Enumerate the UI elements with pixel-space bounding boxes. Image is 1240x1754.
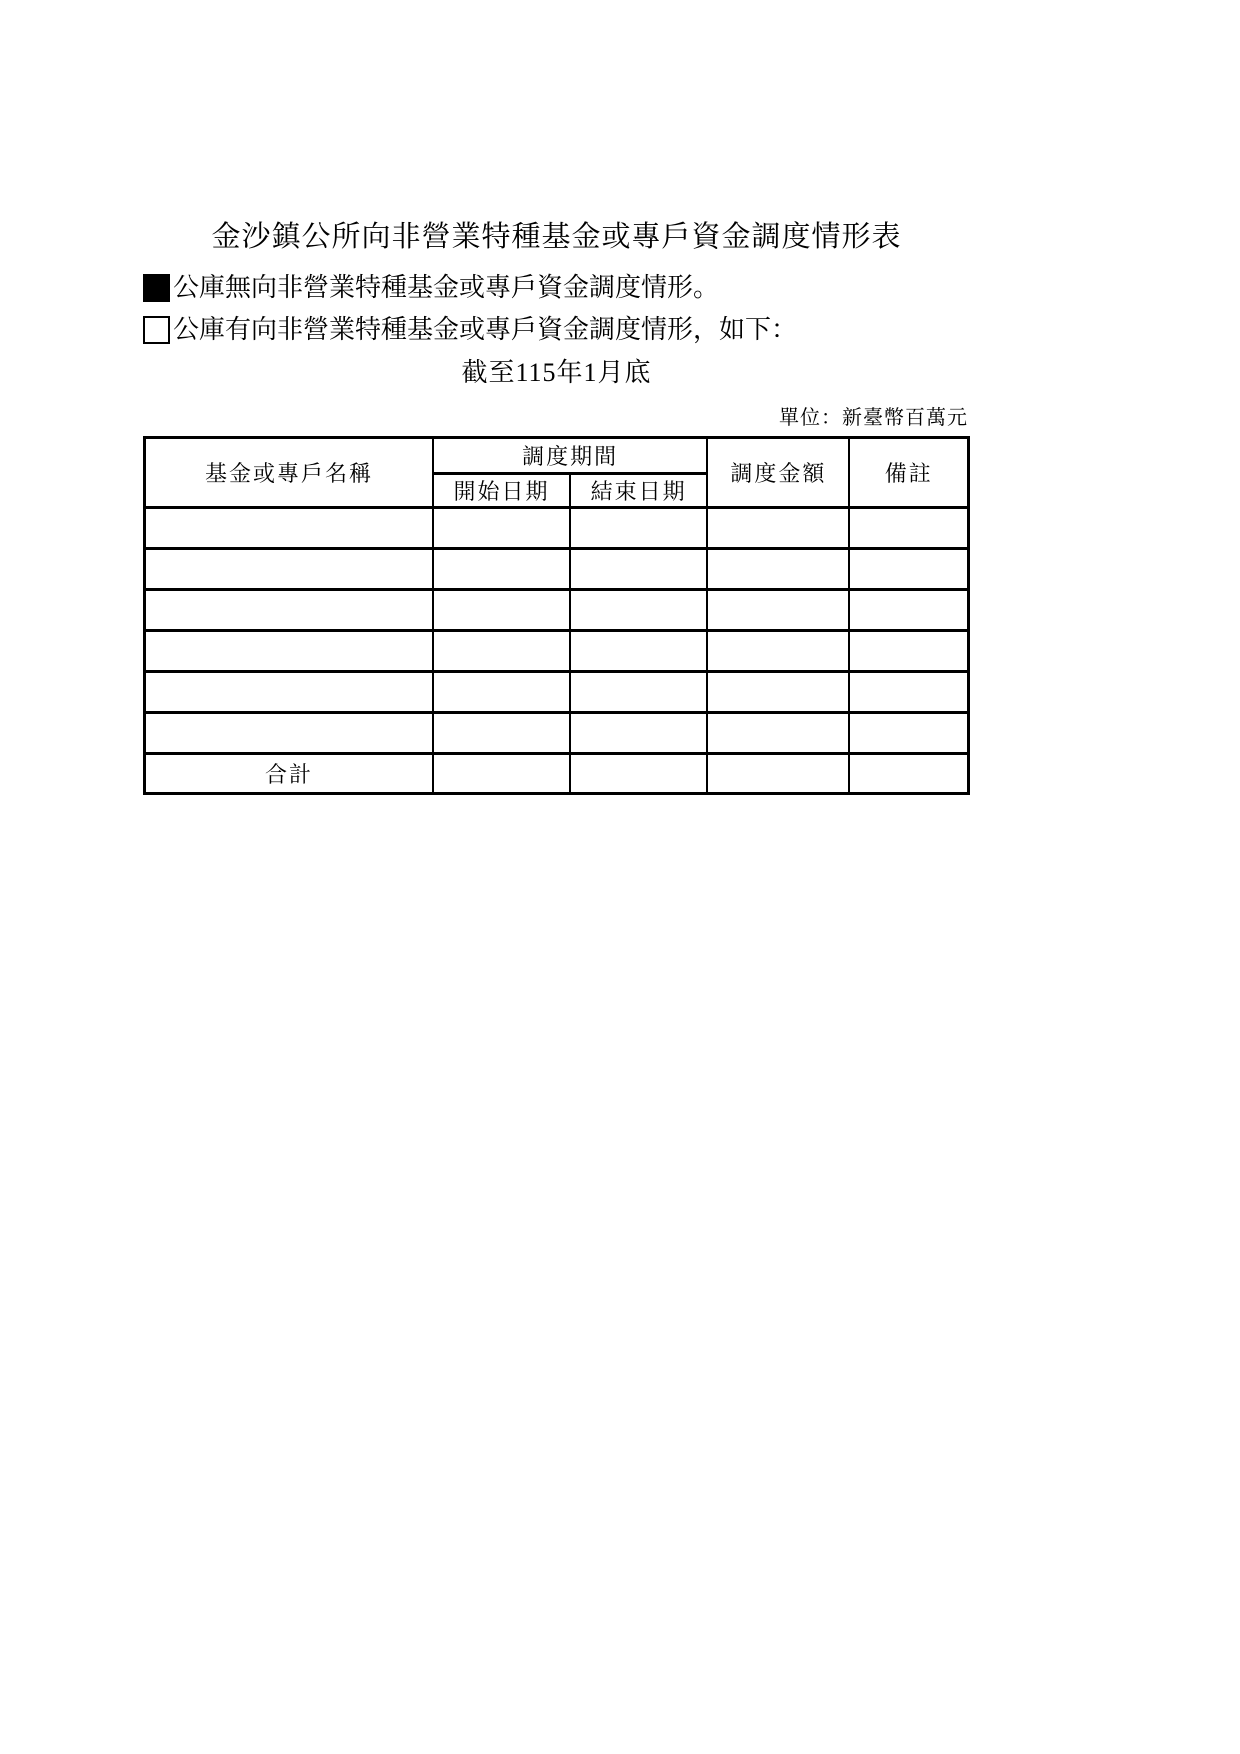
table-cell: [433, 508, 570, 549]
as-of-date: 截至115年1月底: [461, 358, 652, 387]
table-header: [145, 438, 969, 508]
table-cell: [849, 631, 968, 672]
table-cell: [707, 590, 849, 631]
total-amount-cell: [707, 754, 849, 794]
unit-note: 單位：新臺幣百萬元: [779, 407, 968, 429]
table-cell: [849, 508, 968, 549]
statement-no-transfer-label: 公庫無向非營業特種基金或專戶資金調度情形。: [173, 273, 720, 302]
table-cell: [433, 549, 570, 590]
table-cell: [849, 713, 968, 754]
header-end-date: 結束日期: [570, 474, 707, 508]
table-row: [145, 590, 969, 631]
checkbox-unchecked-icon: [143, 316, 170, 344]
header-period: 調度期間: [433, 438, 707, 474]
table-cell: [707, 549, 849, 590]
statement-no-transfer: [143, 267, 970, 309]
table-footer: [145, 754, 969, 794]
table-cell: [145, 672, 433, 713]
fund-transfer-table: [143, 436, 970, 795]
table-cell: [145, 631, 433, 672]
header-remarks: 備註: [849, 438, 968, 508]
checkbox-checked-icon: [143, 274, 170, 302]
total-row: [145, 754, 969, 794]
table-row: [145, 508, 969, 549]
table-cell: [849, 549, 968, 590]
table-cell: [570, 713, 707, 754]
table-cell: [707, 508, 849, 549]
table-cell: [849, 590, 968, 631]
table-cell: [570, 549, 707, 590]
statement-has-transfer: [143, 309, 970, 351]
table-cell: [707, 713, 849, 754]
form-content: [143, 218, 970, 795]
table-cell: [570, 672, 707, 713]
header-start-date: 開始日期: [433, 474, 570, 508]
total-label-cell: 合計: [145, 754, 433, 794]
page-title: 金沙鎮公所向非營業特種基金或專戶資金調度情形表: [211, 221, 902, 253]
table-cell: [707, 631, 849, 672]
table-cell: [433, 713, 570, 754]
table-cell: [433, 631, 570, 672]
table-cell: [145, 713, 433, 754]
table-cell: [570, 590, 707, 631]
total-start-date-cell: [433, 754, 570, 794]
table-row: [145, 672, 969, 713]
table-row: [145, 549, 969, 590]
header-fund-name: 基金或專戶名稱: [145, 438, 433, 508]
table-cell: [433, 672, 570, 713]
table-row: [145, 631, 969, 672]
table-cell: [433, 590, 570, 631]
table-cell: [145, 549, 433, 590]
total-end-date-cell: [570, 754, 707, 794]
table-cell: [145, 590, 433, 631]
table-cell: [145, 508, 433, 549]
header-amount: 調度金額: [707, 438, 849, 508]
table-cell: [570, 631, 707, 672]
statement-has-transfer-label: 公庫有向非營業特種基金或專戶資金調度情形，如下：: [173, 315, 798, 344]
total-remarks-cell: [849, 754, 968, 794]
table-cell: [849, 672, 968, 713]
table-cell: [707, 672, 849, 713]
table-row: [145, 713, 969, 754]
table-cell: [570, 508, 707, 549]
table-body: [145, 508, 969, 754]
